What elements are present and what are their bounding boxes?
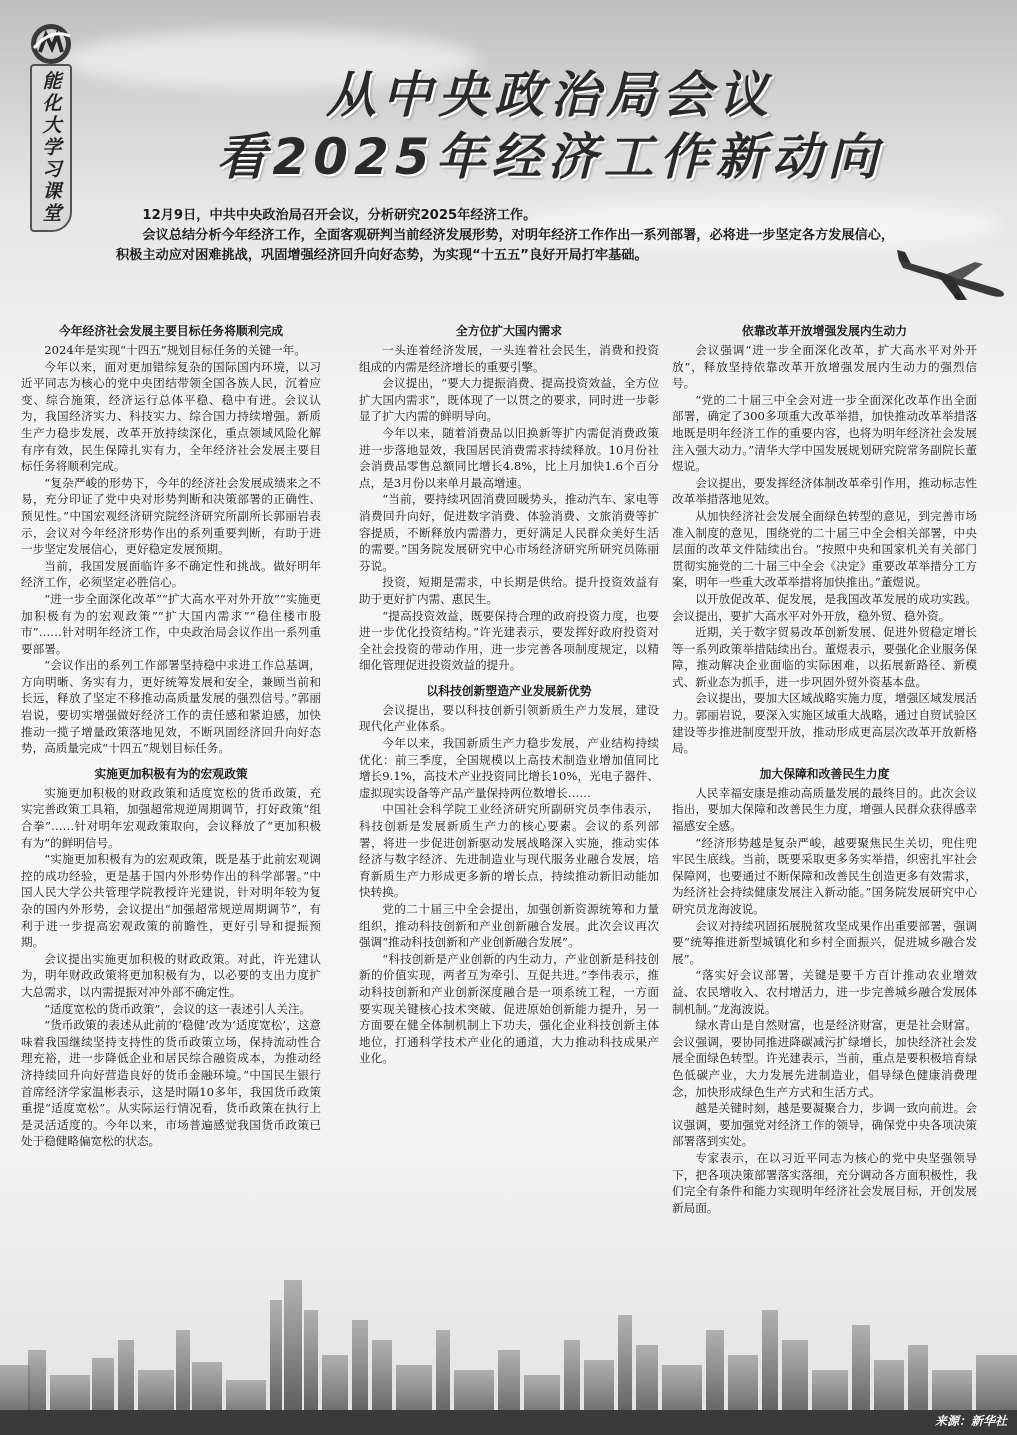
paragraph: 近期，关于数字贸易改革创新发展、促进外贸稳定增长等一系列政策举措陆续出台。董煜表示，要强化企业服务保障，推动解决企业面临的实际困难，以拓展新路径、新模式、新业态为抓手，进一步巩固外贸外资基本盘。 bbox=[672, 625, 977, 689]
paragraph: 一头连着经济发展，一头连着社会民生，消费和投资组成的内需是经济增长的重要引擎。 bbox=[359, 343, 659, 374]
paragraph: “落实好会议部署，关键是要千方百计推动农业增效益、农民增收入、农村增活力，进一步完善城乡融合发展体制机制。”龙海波说。 bbox=[672, 968, 977, 1016]
paragraph: 当前，我国发展面临许多不确定性和挑战。做好明年经济工作，必须坚定必胜信心。 bbox=[21, 558, 321, 590]
headline-line-1: 从中央政治局会议 bbox=[326, 66, 774, 124]
section-goals bbox=[21, 322, 321, 757]
paragraph: 今年以来，面对更加错综复杂的国际国内环境，以习近平同志为核心的党中央团结带领全国各族人民，沉着应变、综合施策，经济运行总体平稳、稳中有进。会议认为，我国经济实力、科技实力、综合国力持续增强。新质生产力稳步发展，改革开放持续深化，重点领域风险化解有序有效，民生保障扎实有力，全年经济社会发展主要目标任务将顺利完成。 bbox=[21, 359, 321, 474]
paragraph: “会议作出的系列工作部署坚持稳中求进工作总基调，方向明晰、务实有力，更好统筹发展和安全，兼顾当前和长远，释放了坚定不移推动高质量发展的强烈信号。”郭丽岩说，要切实增强做好经济工作的责任感和紧迫感，加快推动一揽子增量政策落地见效，不断巩固经济回升向好态势，高质量完成“十四五”规划目标任务。 bbox=[21, 658, 321, 756]
paragraph: 会议强调“进一步全面深化改革，扩大高水平对外开放”，释放坚持依靠改革开放增强发展内生动力的强烈信号。 bbox=[672, 343, 977, 391]
paragraph: 以开放促改革、促发展，是我国改革发展的成功实践。会议提出，要扩大高水平对外开放，稳外贸、稳外资。 bbox=[672, 591, 977, 623]
paragraph: “复杂严峻的形势下，今年的经济社会发展成绩来之不易，充分印证了党中央对形势判断和决策部署的正确性、预见性。”中国宏观经济研究院经济研究所副所长郭丽岩表示，会议对今年经济形势作出的系列重要判断，有助于进一步坚定发展信心，更好稳定发展预期。 bbox=[21, 475, 321, 557]
paragraph: “提高投资效益，既要保持合理的政府投资力度，也要进一步优化投资结构。”许光建表示，要发挥好政府投资对全社会投资的带动作用，进一步完善各项制度规定，以精细化管理促进投资效益的提升。 bbox=[359, 608, 659, 673]
paragraph: “科技创新是产业创新的内生动力，产业创新是科技创新的价值实现，两者互为牵引、互促共进。”李伟表示，推动科技创新和产业创新深度融合是一项系统工程，一方面要实现关键核心技术突破、促进原始创新能力提升，另一方面要在健全体制机制上下功夫，强化企业科技创新主体地位，打通科学技术产业化的通道，大力推动科技成果产业化。 bbox=[359, 951, 659, 1066]
paragraph: 绿水青山是自然财富，也是经济财富，更是社会财富。会议强调，要协同推进降碳减污扩绿增长，加快经济社会发展全面绿色转型。许光建表示，当前，重点是要积极培育绿色低碳产业，大力发展先进制造业，倡导绿色健康消费理念，加快形成绿色生产方式和生活方式。 bbox=[672, 1018, 977, 1099]
lead-paragraph bbox=[116, 206, 896, 266]
paragraph: 会议对持续巩固拓展脱贫攻坚成果作出重要部署，强调要“统筹推进新型城镇化和乡村全面振兴，促进城乡融合发展”。 bbox=[672, 918, 977, 966]
paragraph: 会议提出实施更加积极的财政政策。对此，许光建认为，明年财政政策将更加积极有为，以必要的支出力度扩大总需求，以内需提振对冲外部不确定性。 bbox=[21, 951, 321, 999]
paragraph: 专家表示，在以习近平同志为核心的党中央坚强领导下，把各项决策部署落实落细，充分调动各方面积极性，我们完全有条件和能力实现明年经济社会发展目标，开创发展新局面。 bbox=[672, 1150, 977, 1215]
section-heading: 实施更加积极有为的宏观政策 bbox=[94, 766, 248, 781]
airplane-icon bbox=[895, 248, 1010, 310]
section-heading: 全方位扩大国内需求 bbox=[455, 324, 563, 338]
article-column-1 bbox=[21, 322, 321, 1150]
section-tech-innovation bbox=[359, 682, 659, 1067]
headline-line-2: 看2025年经济工作新动向 bbox=[216, 128, 884, 186]
paragraph: 从加快经济社会发展全面绿色转型的意见，到完善市场准入制度的意见，围绕党的二十届三中全会相关部署，中央层面的改革文件陆续出台。“按照中央和国家机关有关部门贯彻实施党的二十届三中全会《决定》重要改革举措分工方案，明年一些重大改革举措将加快推出。”董煜说。 bbox=[672, 508, 977, 590]
article-column-3 bbox=[672, 322, 977, 1216]
section-reform-opening bbox=[672, 322, 977, 757]
paragraph: “党的二十届三中全会对进一步全面深化改革作出全面部署，确定了300多项重大改革举措，加快推动改革举措落地既是明年经济工作的重要内容，也将为明年经济社会发展注入强大动力。”清华大学中国发展规划研究院常务副院长董煜说。 bbox=[672, 392, 977, 474]
paragraph: 人民幸福安康是推动高质量发展的最终目的。此次会议指出，要加大保障和改善民生力度，增强人民群众获得感幸福感安全感。 bbox=[672, 785, 977, 834]
logo-icon bbox=[26, 22, 76, 66]
paragraph: 会议提出，要以科技创新引领新质生产力发展，建设现代化产业体系。 bbox=[359, 702, 659, 734]
section-heading: 加大保障和改善民生力度 bbox=[759, 766, 890, 781]
city-skyline-image bbox=[0, 1270, 1017, 1435]
paragraph: “经济形势越是复杂严峻，越要聚焦民生关切，兜住兜牢民生底线。当前，既要采取更多务实举措，织密扎牢社会保障网，也要通过不断保障和改善民生创造更多有效需求，为经济社会持续健康发展注入新动能。”国务院发展研究中心研究员龙海波说。 bbox=[672, 835, 977, 916]
paragraph: 今年以来，随着消费品以旧换新等扩内需促消费政策进一步落地显效，我国居民消费需求持续释放。10月份社会消费品零售总额同比增长4.8%，比上月加快1.6个百分点，是3月份以来单月最高增速。 bbox=[359, 425, 659, 490]
section-heading: 以科技创新塑造产业发展新优势 bbox=[426, 683, 592, 698]
badge-text: 能化大学习课堂 bbox=[39, 71, 62, 225]
paragraph: 党的二十届三中全会提出，加强创新资源统筹和力量组织，推动科技创新和产业创新融合发展。此次会议再次强调“推动科技创新和产业创新融合发展”。 bbox=[359, 902, 659, 950]
paragraph: “当前，要持续巩固消费回暖势头，推动汽车、家电等消费回升向好，促进数字消费、体验消费、文旅消费等扩容提质，不断释放内需潜力，更好满足人民群众美好生活的需要。”国务院发展研究中心市场经济研究所研究员陈丽芬说。 bbox=[359, 492, 659, 573]
paragraph: 实施更加积极的财政政策和适度宽松的货币政策，充实完善政策工具箱，加强超常规逆周期调节，打好政策“组合拳”……针对明年宏观政策取向，会议释放了“更加积极有为”的鲜明信号。 bbox=[21, 785, 321, 850]
paragraph: 会议提出，“要大力提振消费、提高投资效益，全方位扩大国内需求”，既体现了一以贯之的要求，同时进一步彰显了扩大内需的鲜明导向。 bbox=[359, 376, 659, 424]
paragraph: 2024年是实现“十四五”规划目标任务的关键一年。 bbox=[44, 343, 306, 357]
paragraph: “适度宽松的货币政策”，会议的这一表述引人关注。 bbox=[44, 1001, 312, 1016]
column-badge bbox=[26, 22, 76, 225]
section-macro-policy bbox=[21, 765, 321, 1150]
source-credit: 来源：新华社 bbox=[934, 1414, 1007, 1428]
paragraph: 今年以来，我国新质生产力稳步发展，产业结构持续优化：前三季度，全国规模以上高技术制造业增加值同比增长9.1%，高技术产业投资同比增长10%，光电子器件、虚拟现实设备等产品产量保持两位数增长…… bbox=[359, 736, 659, 800]
paragraph: 会议提出，要加大区域战略实施力度，增强区域发展活力。郭丽岩说，要深入实施区域重大战略，通过自贸试验区建设等步推进制度型开放，推动形成更高层次改革开放新格局。 bbox=[672, 691, 977, 756]
paragraph: 中国社会科学院工业经济研究所副研究员李伟表示，科技创新是发展新质生产力的核心要素。会议的系列部署，将进一步促进创新驱动发展战略深入实施，推动实体经济与数字经济、先进制造业与现代服务业融合发展，培育新质生产力形成更多新的增长点，持续推动新旧动能加快转换。 bbox=[359, 802, 659, 900]
paragraph: “进一步全面深化改革”“扩大高水平对外开放”“实施更加积极有为的宏观政策”“扩大国内需求”“稳住楼市股市”……针对明年经济工作，中央政治局会议作出一系列重要部署。 bbox=[21, 591, 321, 656]
paragraph: “货币政策的表述从此前的‘稳健’改为‘适度宽松’，这意味着我国继续坚持支持性的货币政策立场，保持流动性合理充裕，进一步降低企业和居民综合融资成本，为推动经济持续回升向好营造良好的货币金融环境。”中国民生银行首席经济学家温彬表示，这是时隔10多年，我国货币政策重提“适度宽松”。从实际运行情况看，货币政策在执行上是灵活适度的。今年以来，市场普遍感觉我国货币政策已处于稳健略偏宽松的状态。 bbox=[21, 1018, 321, 1149]
paragraph: 越是关键时刻，越是要凝聚合力，步调一致向前进。会议强调，要加强党对经济工作的领导，确保党中央各项决策部署落到实处。 bbox=[672, 1101, 977, 1149]
lead-line-1: 12月9日，中共中央政治局召开会议，分析研究2025年经济工作。 bbox=[142, 208, 537, 223]
badge-tab bbox=[30, 64, 72, 232]
section-heading: 依靠改革开放增强发展内生动力 bbox=[741, 324, 908, 338]
section-livelihood bbox=[672, 765, 977, 1216]
paragraph: 投资，短期是需求，中长期是供给。提升投资效益有助于更好扩内需、惠民生。 bbox=[359, 575, 659, 606]
section-domestic-demand bbox=[359, 322, 659, 674]
paragraph: 会议提出，要发挥经济体制改革牵引作用，推动标志性改革举措落地见效。 bbox=[672, 475, 977, 507]
lead-line-2: 会议总结分析今年经济工作，全面客观研判当前经济发展形势，对明年经济工作作出一系列部署，必将进一步坚定各方发展信心，积极主动应对困难挑战，巩固增强经济回升向好态势，为实现“十五五”良好开局打牢基础。 bbox=[116, 228, 895, 263]
paragraph: “实施更加积极有为的宏观政策，既是基于此前宏观调控的成功经验，更是基于国内外形势作出的科学部署。”中国人民大学公共管理学院教授许光建说，针对明年较为复杂的国内外形势，会议提出“加强超常规逆周期调节”，有利于进一步提高宏观政策的前瞻性，更好引导和提振预期。 bbox=[21, 852, 321, 950]
section-heading: 今年经济社会发展主要目标任务将顺利完成 bbox=[58, 324, 284, 338]
article-column-2 bbox=[359, 322, 659, 1067]
